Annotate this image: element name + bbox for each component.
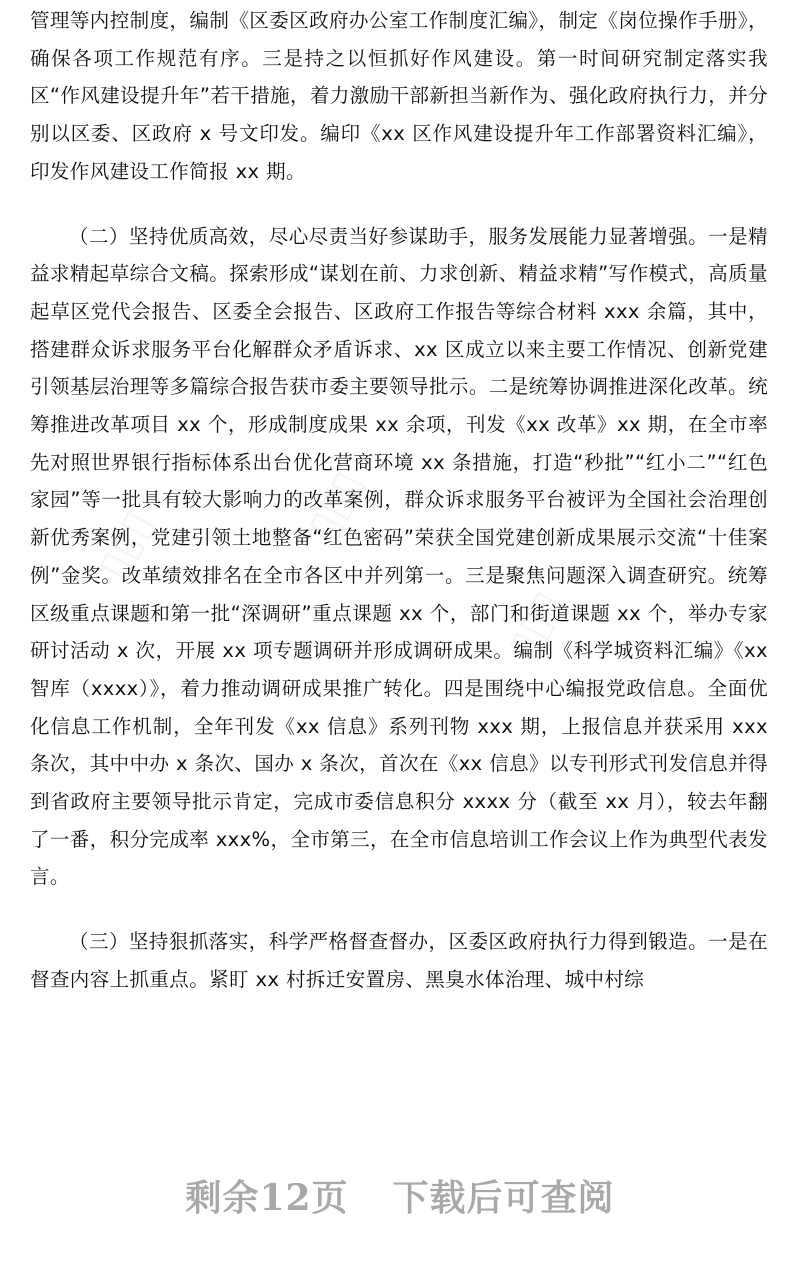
document-body bbox=[30, 2, 768, 999]
watermark-center: ▯▯▯ bbox=[296, 462, 373, 547]
paragraph-2: （二）坚持优质高效，尽心尽责当好参谋助手，服务发展能力显著增强。一是精益求精起草综合文稿。探索形成“谋划在前、力求创新、精益求精”写作模式，高质量起草区党代会报告、区委全会报告、区政府工作报告等综合材料 xxx 余篇，其中，搭建群众诉求服务平台化解群众矛盾诉求、xx 区成立以来主要工作情况、创新党建引领基层治理等多篇综合报告获市委主要领导批示。二是统筹协调推进深化改革。统筹推进改革项目 xx 个，形成制度成果 xx 余项，刊发《xx 改革》xx 期，在全市率先对照世界银行指标体系出台优化营商环境 xx 条措施，打造“秒批”“红小二”“红色家园”等一批具有较大影响力的改革案例，群众诉求服务平台被评为全国社会治理创新优秀案例，党建引领土地整备“红色密码”荣获全国党建创新成果展示交流“十佳案例”金奖。改革绩效排名在全市各区中并列第一。三是聚焦问题深入调查研究。统筹区级重点课题和第一批“深调研”重点课题 xx 个，部门和街道课题 xx 个，举办专家研讨活动 x 次，开展 xx 项专题调研并形成调研成果。编制《科学城资料汇编》《xx 智库（xxxx）》，着力推动调研成果推广转化。四是围绕中心编报党政信息。全面优化信息工作机制，全年刊发《xx 信息》系列刊物 xxx 期，上报信息并获采用 xxx 条次，其中中办 x 条次、国办 x 条次，首次在《xx 信息》以专刊形式刊发信息并得到省政府主要领导批示肯定，完成市委信息积分 xxxx 分（截至 xx 月），较去年翻了一番，积分完成率 xxx%，全市第三，在全市信息培训工作会议上作为典型代表发言。 bbox=[30, 224, 768, 889]
paragraph-1: 管理等内控制度，编制《区委区政府办公室工作制度汇编》，制定《岗位操作手册》，确保各项工作规范有序。三是持之以恒抓好作风建设。第一时间研究制定落实我区“作风建设提升年”若干措施，着力激励干部新担当新作为、强化政府执行力，并分别以区委、区政府 x 号文印发。编印《xx 区作风建设提升年工作部署资料汇编》，印发作风建设工作简报 xx 期。 bbox=[30, 9, 768, 183]
remaining-pages-text: 剩余12页 bbox=[185, 1177, 349, 1219]
watermark-right: ▯▯▯ bbox=[496, 582, 573, 667]
paragraph-3: （三）坚持狠抓落实，科学严格督查督办，区委区政府执行力得到锻造。一是在督查内容上抓重点。紧盯 xx 村拆迁安置房、黑臭水体治理、城中村综 bbox=[30, 930, 768, 991]
download-prompt[interactable] bbox=[0, 1170, 800, 1221]
watermark-left: ▯▯▯ bbox=[86, 502, 163, 587]
download-hint-text: 下载后可查阅 bbox=[392, 1177, 615, 1219]
